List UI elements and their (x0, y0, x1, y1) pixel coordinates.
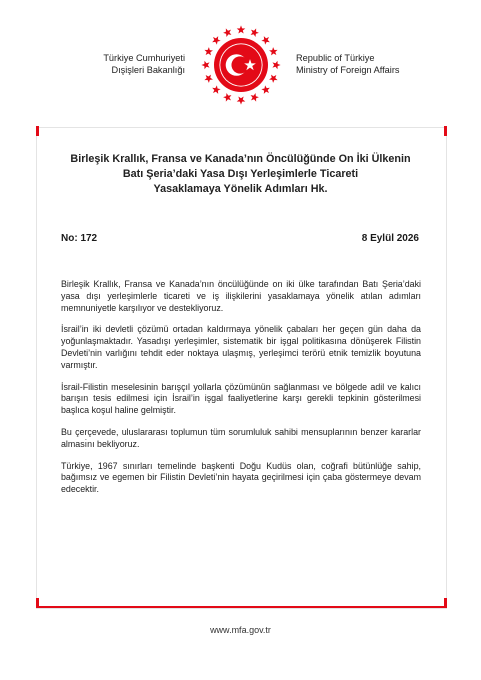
seal-ring-star-icon (261, 36, 269, 44)
title-line-1: Birleşik Krallık, Fransa ve Kanada’nın Öncülüğünde On İki Ülkenin (70, 153, 411, 165)
frame-corner-top (36, 126, 447, 129)
paragraph-4: Bu çerçevede, uluslararası toplumun tüm sorumluluk sahibi mensuplarının benzer kararlar alması̇nı bekliyoruz. (61, 426, 421, 449)
ministry-name-english (296, 52, 399, 76)
ministry-name-turkish (103, 52, 185, 76)
seal-ring-star-icon (223, 93, 231, 102)
document-title (50, 152, 431, 197)
press-release-date: 8 Eylül 2026 (361, 233, 419, 244)
seal-ring-star-icon (237, 96, 246, 104)
frame-corner-top-right (444, 126, 447, 136)
paragraph-2: İsrail’in iki devletli çözümü ortadan kaldırmaya yönelik çabaları her geçen gün daha da yoğunlaşmaktadır. Yasadışı yerleşimler, sistematik bir işgal politikasına dönüşerek Filistin Devleti’nin varlığını tehdit eder noktaya ulaşmış, yerleşimci terörü etnik temizlik boyutuna varmıştır. (61, 324, 421, 370)
title-line-2: Batı Şeria’daki Yasa Dışı Yerleşimlerle Ticareti (122, 168, 359, 180)
seal-ring-star-icon (212, 85, 220, 93)
frame-corner-bottom (36, 596, 447, 608)
paragraph-5: Türkiye, 1967 sınırları temelinde başkenti Doğu Kudüs olan, coğrafi bütünlüğe sahip, bağımsız ve egemen bir Filistin Devleti’nin hayata geçirilmesi için çaba göstermeye devam edecektir. (61, 460, 421, 495)
ministry-name-english-line2: Ministry of Foreign Affairs (296, 65, 400, 75)
website-link[interactable]: www.mfa.gov.tr (210, 625, 271, 635)
seal-ring-star-icon (237, 25, 246, 33)
seal-ring-star-icon (269, 75, 278, 83)
paragraph-3: İsrail-Filistin meselesinin barışçıl yollarla çözümünün sağlanması ve bölgede adil ve kalıcı barışın tesis edilmesi için İsrail’in işgal faaliyetlerine karşı gerekli tepkinin gösterilmesi başlıca koşul haline gelmiştir. (61, 381, 421, 416)
title-line-3: Yasaklamaya Yönelik Adımları Hk. (153, 183, 328, 195)
ministry-name-turkish-line2: Dışişleri Bakanlığı (111, 65, 185, 75)
seal-ring-star-icon (269, 47, 278, 55)
press-release-number: No: 172 (61, 233, 98, 244)
seal-ring-star-icon (201, 61, 209, 70)
seal-ring-star-icon (212, 36, 220, 44)
letterhead (0, 0, 481, 100)
seal-ring-star-icon (204, 47, 213, 55)
crescent-star-seal-icon (196, 20, 286, 110)
seal-ring-star-icon (204, 75, 213, 83)
seal-ring-star-icon (261, 85, 269, 93)
ministry-name-turkish-line1: Türkiye Cumhuriyeti (103, 53, 185, 63)
seal-ring-star-icon (272, 61, 280, 70)
seal-ring-star-icon (223, 28, 231, 37)
ministry-name-english-line1: Republic of Türkiye (296, 53, 375, 63)
frame-bottom-rule (36, 606, 447, 608)
seal-ring-star-icon (251, 28, 259, 37)
frame-corner-top-left (36, 126, 39, 136)
seal-ring-star-icon (251, 93, 259, 102)
paragraph-1: Birleşik Krallık, Fransa ve Kanada’nın öncülüğünde on iki ülke tarafından Batı Şeria’daki yasa dışı yerleşimlerle ticareti ve iş ilişkilerini yasaklamaya yönelik atılan adımları memnuniyetle karşılıyor ve destekliyoruz. (61, 279, 421, 313)
document-body (61, 279, 421, 506)
